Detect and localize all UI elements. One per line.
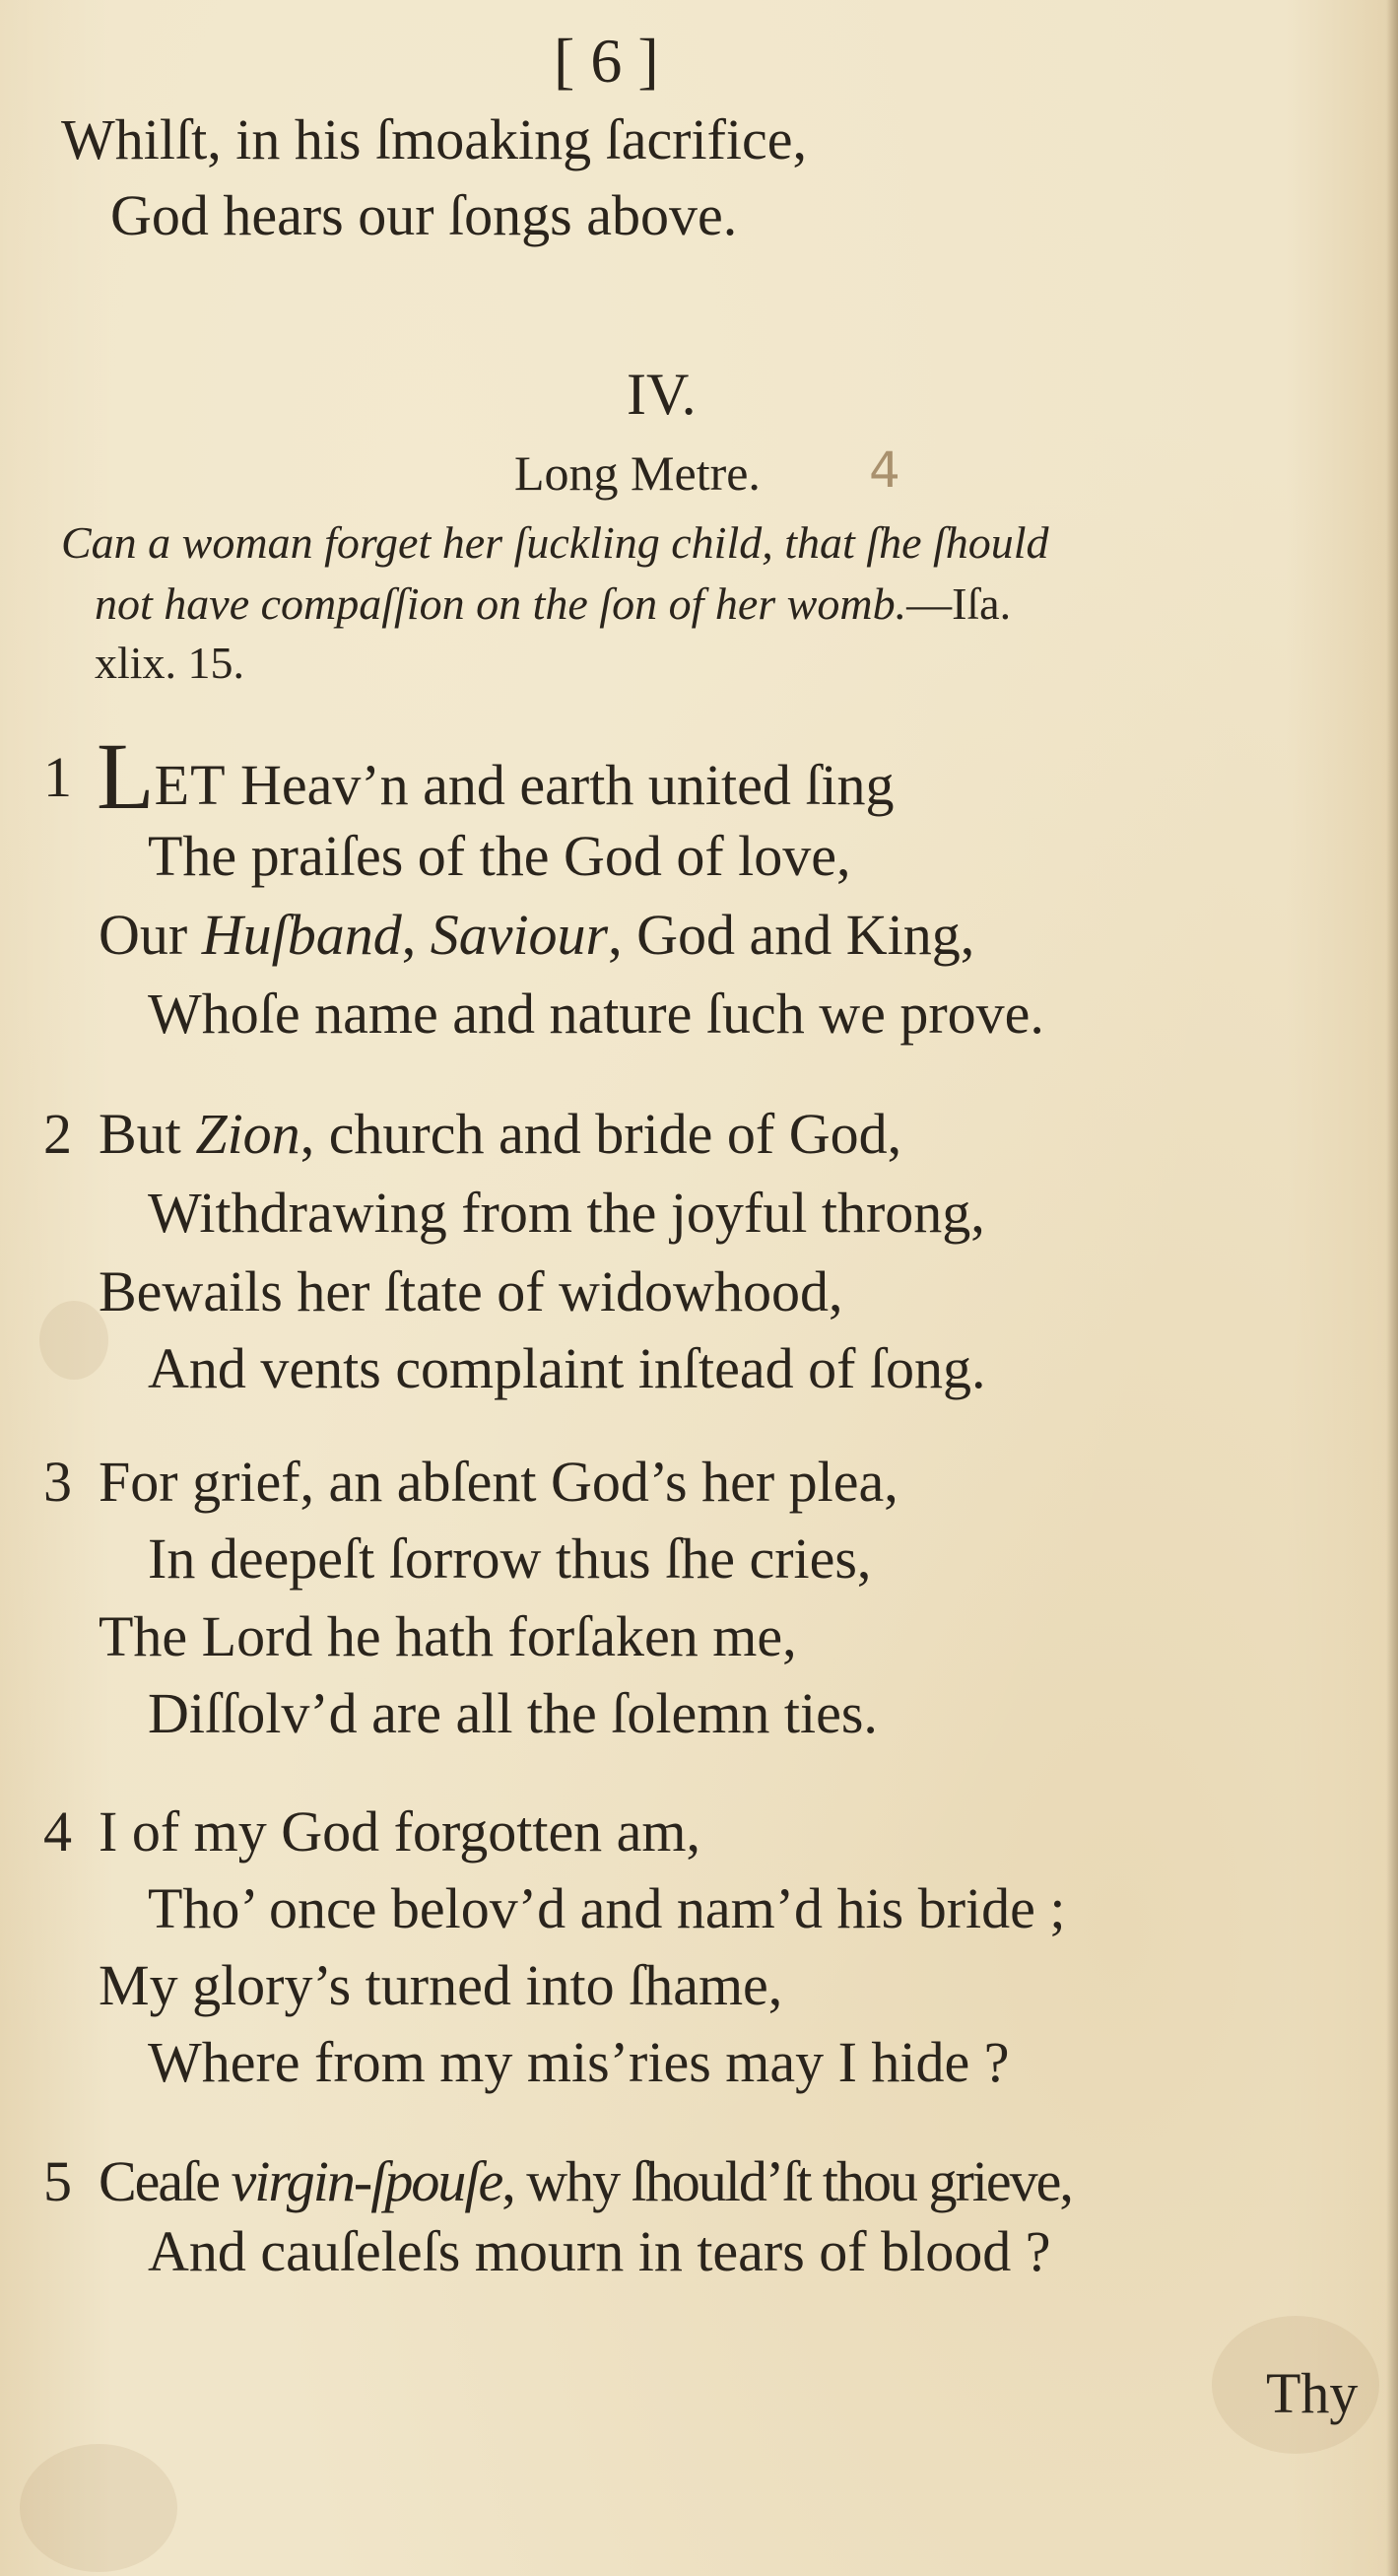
prev-stanza-line: Whilſt, in his ſmoaking ſacrifice, — [61, 107, 808, 171]
stanza-line: The praiſes of the God of love, — [148, 824, 851, 888]
stanza-line: For grief, an abſent God’s her plea, — [99, 1450, 899, 1514]
stanza-number: 5 — [43, 2149, 72, 2213]
stanza-line — [97, 723, 895, 829]
stanza-line — [99, 1102, 902, 1166]
line-italic: virgin-ſpouſe — [231, 2149, 502, 2213]
line-text: , why ſhould’ſt thou grieve, — [501, 2149, 1072, 2213]
line-text: Ceaſe — [99, 2149, 232, 2213]
stanza-line: And cauſeleſs mourn in tears of blood ? — [148, 2219, 1051, 2283]
page-number: [ 6 ] — [554, 26, 659, 96]
stanza-line: My glory’s turned into ſhame, — [99, 1953, 783, 2017]
stanza-line — [99, 903, 975, 967]
line-italic: Zion — [195, 1102, 300, 1166]
stanza-number: 3 — [43, 1450, 72, 1514]
epigraph-text: not have compaſſion on the ſon of her womb. — [95, 578, 907, 629]
epigraph-line: xlix. 15. — [95, 638, 245, 688]
hymn-metre: Long Metre. — [514, 445, 761, 501]
stanza-number: 1 — [43, 745, 72, 809]
line-text: , church and bride of God, — [300, 1102, 902, 1166]
hymn-number: IV. — [627, 362, 697, 427]
stanza-number: 4 — [43, 1799, 72, 1864]
drop-cap: L — [97, 723, 155, 829]
page-edge-shadow — [1386, 0, 1398, 2576]
stanza-line: The Lord he hath forſaken me, — [99, 1604, 797, 1668]
line-text: Heav’n and earth united ſing — [226, 753, 895, 817]
epigraph-reference: —Iſa. — [906, 578, 1012, 629]
line-italic: Saviour — [430, 903, 609, 967]
stanza-line: And vents complaint inſtead of ſong. — [148, 1336, 986, 1400]
line-text: , God and King, — [608, 903, 975, 967]
stanza-number: 2 — [43, 1102, 72, 1166]
first-word-caps: ET — [154, 753, 227, 817]
stanza-line: Withdrawing from the joyful throng, — [148, 1181, 985, 1245]
stanza-line: Diſſolv’d are all the ſolemn ties. — [148, 1681, 878, 1745]
prev-stanza-line: God hears our ſongs above. — [110, 183, 738, 247]
stanza-line — [99, 2149, 1072, 2213]
line-text: , — [401, 903, 431, 967]
paper-stain — [20, 2444, 177, 2572]
stanza-line: In deepeſt ſorrow thus ſhe cries, — [148, 1526, 872, 1591]
line-text: Our — [99, 903, 202, 967]
stanza-line: Where from my mis’ries may I hide ? — [148, 2030, 1010, 2094]
catchword: Thy — [1266, 2361, 1359, 2425]
stanza-line: Whoſe name and nature ſuch we prove. — [148, 982, 1044, 1046]
pencil-annotation: 4 — [869, 441, 900, 499]
line-italic: Huſband — [201, 903, 402, 967]
stanza-line: I of my God forgotten am, — [99, 1799, 701, 1864]
line-text: But — [99, 1102, 196, 1166]
stanza-line: Bewails her ſtate of widowhood, — [99, 1259, 843, 1323]
epigraph-line: Can a woman forget her ſuckling child, that ſhe ſhould — [61, 517, 1049, 568]
epigraph-line — [95, 578, 1012, 629]
stanza-line: Tho’ once belov’d and nam’d his bride ; — [148, 1876, 1066, 1940]
